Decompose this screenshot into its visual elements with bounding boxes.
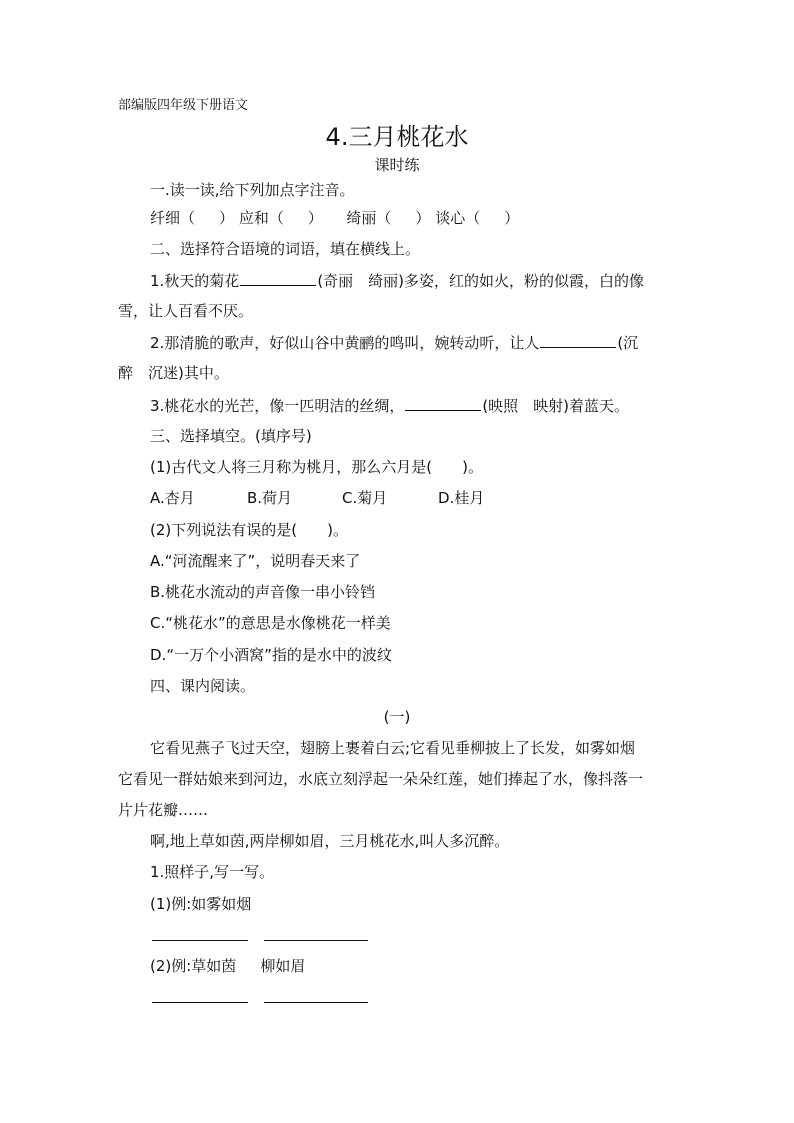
option-d[interactable]: D.桂月 — [438, 489, 485, 507]
option-c[interactable]: C.菊月 — [342, 489, 388, 507]
q2-text: (沉 — [617, 334, 639, 352]
answer-blank[interactable] — [405, 395, 481, 411]
option-c[interactable]: C.“桃花水”的意思是水像桃花一样美 — [150, 614, 391, 632]
reading-paragraph-line: 它看见燕子飞过天空，翅膀上裹着白云;它看见垂柳披上了长发，如雾如烟 — [150, 739, 636, 757]
answer-line[interactable] — [152, 940, 248, 941]
reading-paragraph-line: 啊,地上草如茵,两岸柳如眉，三月桃花水,叫人多沉醉。 — [150, 832, 510, 850]
option-a[interactable]: A.“河流醒来了”，说明春天来了 — [150, 552, 361, 570]
option-b[interactable]: B.桃花水流动的声音像一串小铃铛 — [150, 583, 376, 601]
q1-text: (奇丽 绮丽)多姿，红的如火，粉的似霞，白的像 — [317, 272, 645, 290]
lesson-title: 4.三月桃花水 — [325, 123, 469, 151]
section-4-heading: 四、课内阅读。 — [150, 677, 256, 695]
section-3-q1: (1)古代文人将三月称为桃月，那么六月是( )。 — [150, 458, 483, 476]
item-text: ） — [415, 209, 431, 227]
example-2-word: (2)例:草如茵 — [150, 957, 237, 975]
reading-paragraph-line: 片片花瓣…… — [118, 801, 209, 819]
section-2-heading: 二、选择符合语境的词语，填在横线上。 — [150, 240, 421, 258]
q1-text: 1.秋天的菊花 — [150, 272, 240, 290]
section-2-q3 — [150, 395, 629, 416]
item-text: ） — [307, 209, 323, 227]
answer-blank[interactable] — [540, 332, 616, 348]
item-text: ） — [219, 209, 235, 227]
item-text: 应和（ — [238, 209, 284, 227]
worksheet-header: 部编版四年级下册语文 — [118, 98, 249, 113]
section-2-q1-line2: 雪，让人百看不厌。 — [118, 302, 254, 320]
answer-line[interactable] — [264, 940, 368, 941]
section-2-q1-line1 — [150, 270, 644, 291]
section-2-q2-line2: 醉 沉迷)其中。 — [118, 364, 229, 382]
option-b[interactable]: B.荷月 — [247, 489, 293, 507]
section-1-heading: 一.读一读,给下列加点字注音。 — [150, 181, 355, 199]
item-text: 纤细（ — [150, 209, 196, 227]
lesson-subtitle: 课时练 — [374, 156, 420, 174]
option-a[interactable]: A.杏月 — [150, 489, 195, 507]
section-3-q2: (2)下列说法有误的是( )。 — [150, 521, 348, 539]
section-1-items — [150, 208, 519, 228]
answer-blank[interactable] — [240, 270, 316, 286]
q2-text: 2.那清脆的歌声，好似山谷中黄鹂的鸣叫，婉转动听，让人 — [150, 334, 540, 352]
section-2-q2-line1 — [150, 332, 638, 353]
option-d[interactable]: D.“一万个小酒窝”指的是水中的波纹 — [150, 646, 392, 664]
q3-text: 3.桃花水的光芒，像一匹明洁的丝绸， — [150, 397, 405, 415]
reading-paragraph-line: 它看见一群姑娘来到河边，水底立刻浮起一朵朵红莲，她们捧起了水，像抖落一 — [118, 770, 644, 788]
item-text: 谈心（ — [435, 209, 481, 227]
section-3-heading: 三、选择填空。(填序号) — [150, 427, 312, 445]
example-2 — [150, 956, 305, 976]
answer-line[interactable] — [264, 1002, 368, 1003]
item-text: ） — [504, 209, 520, 227]
answer-line[interactable] — [152, 1002, 248, 1003]
item-text: 绮丽（ — [346, 209, 392, 227]
reading-part-label: (一) — [383, 708, 411, 726]
example-1: (1)例:如雾如烟 — [150, 895, 252, 913]
example-2-word: 柳如眉 — [260, 957, 306, 975]
q3-text: (映照 映射)着蓝天。 — [482, 397, 630, 415]
section-4-q1: 1.照样子,写一写。 — [150, 863, 275, 881]
